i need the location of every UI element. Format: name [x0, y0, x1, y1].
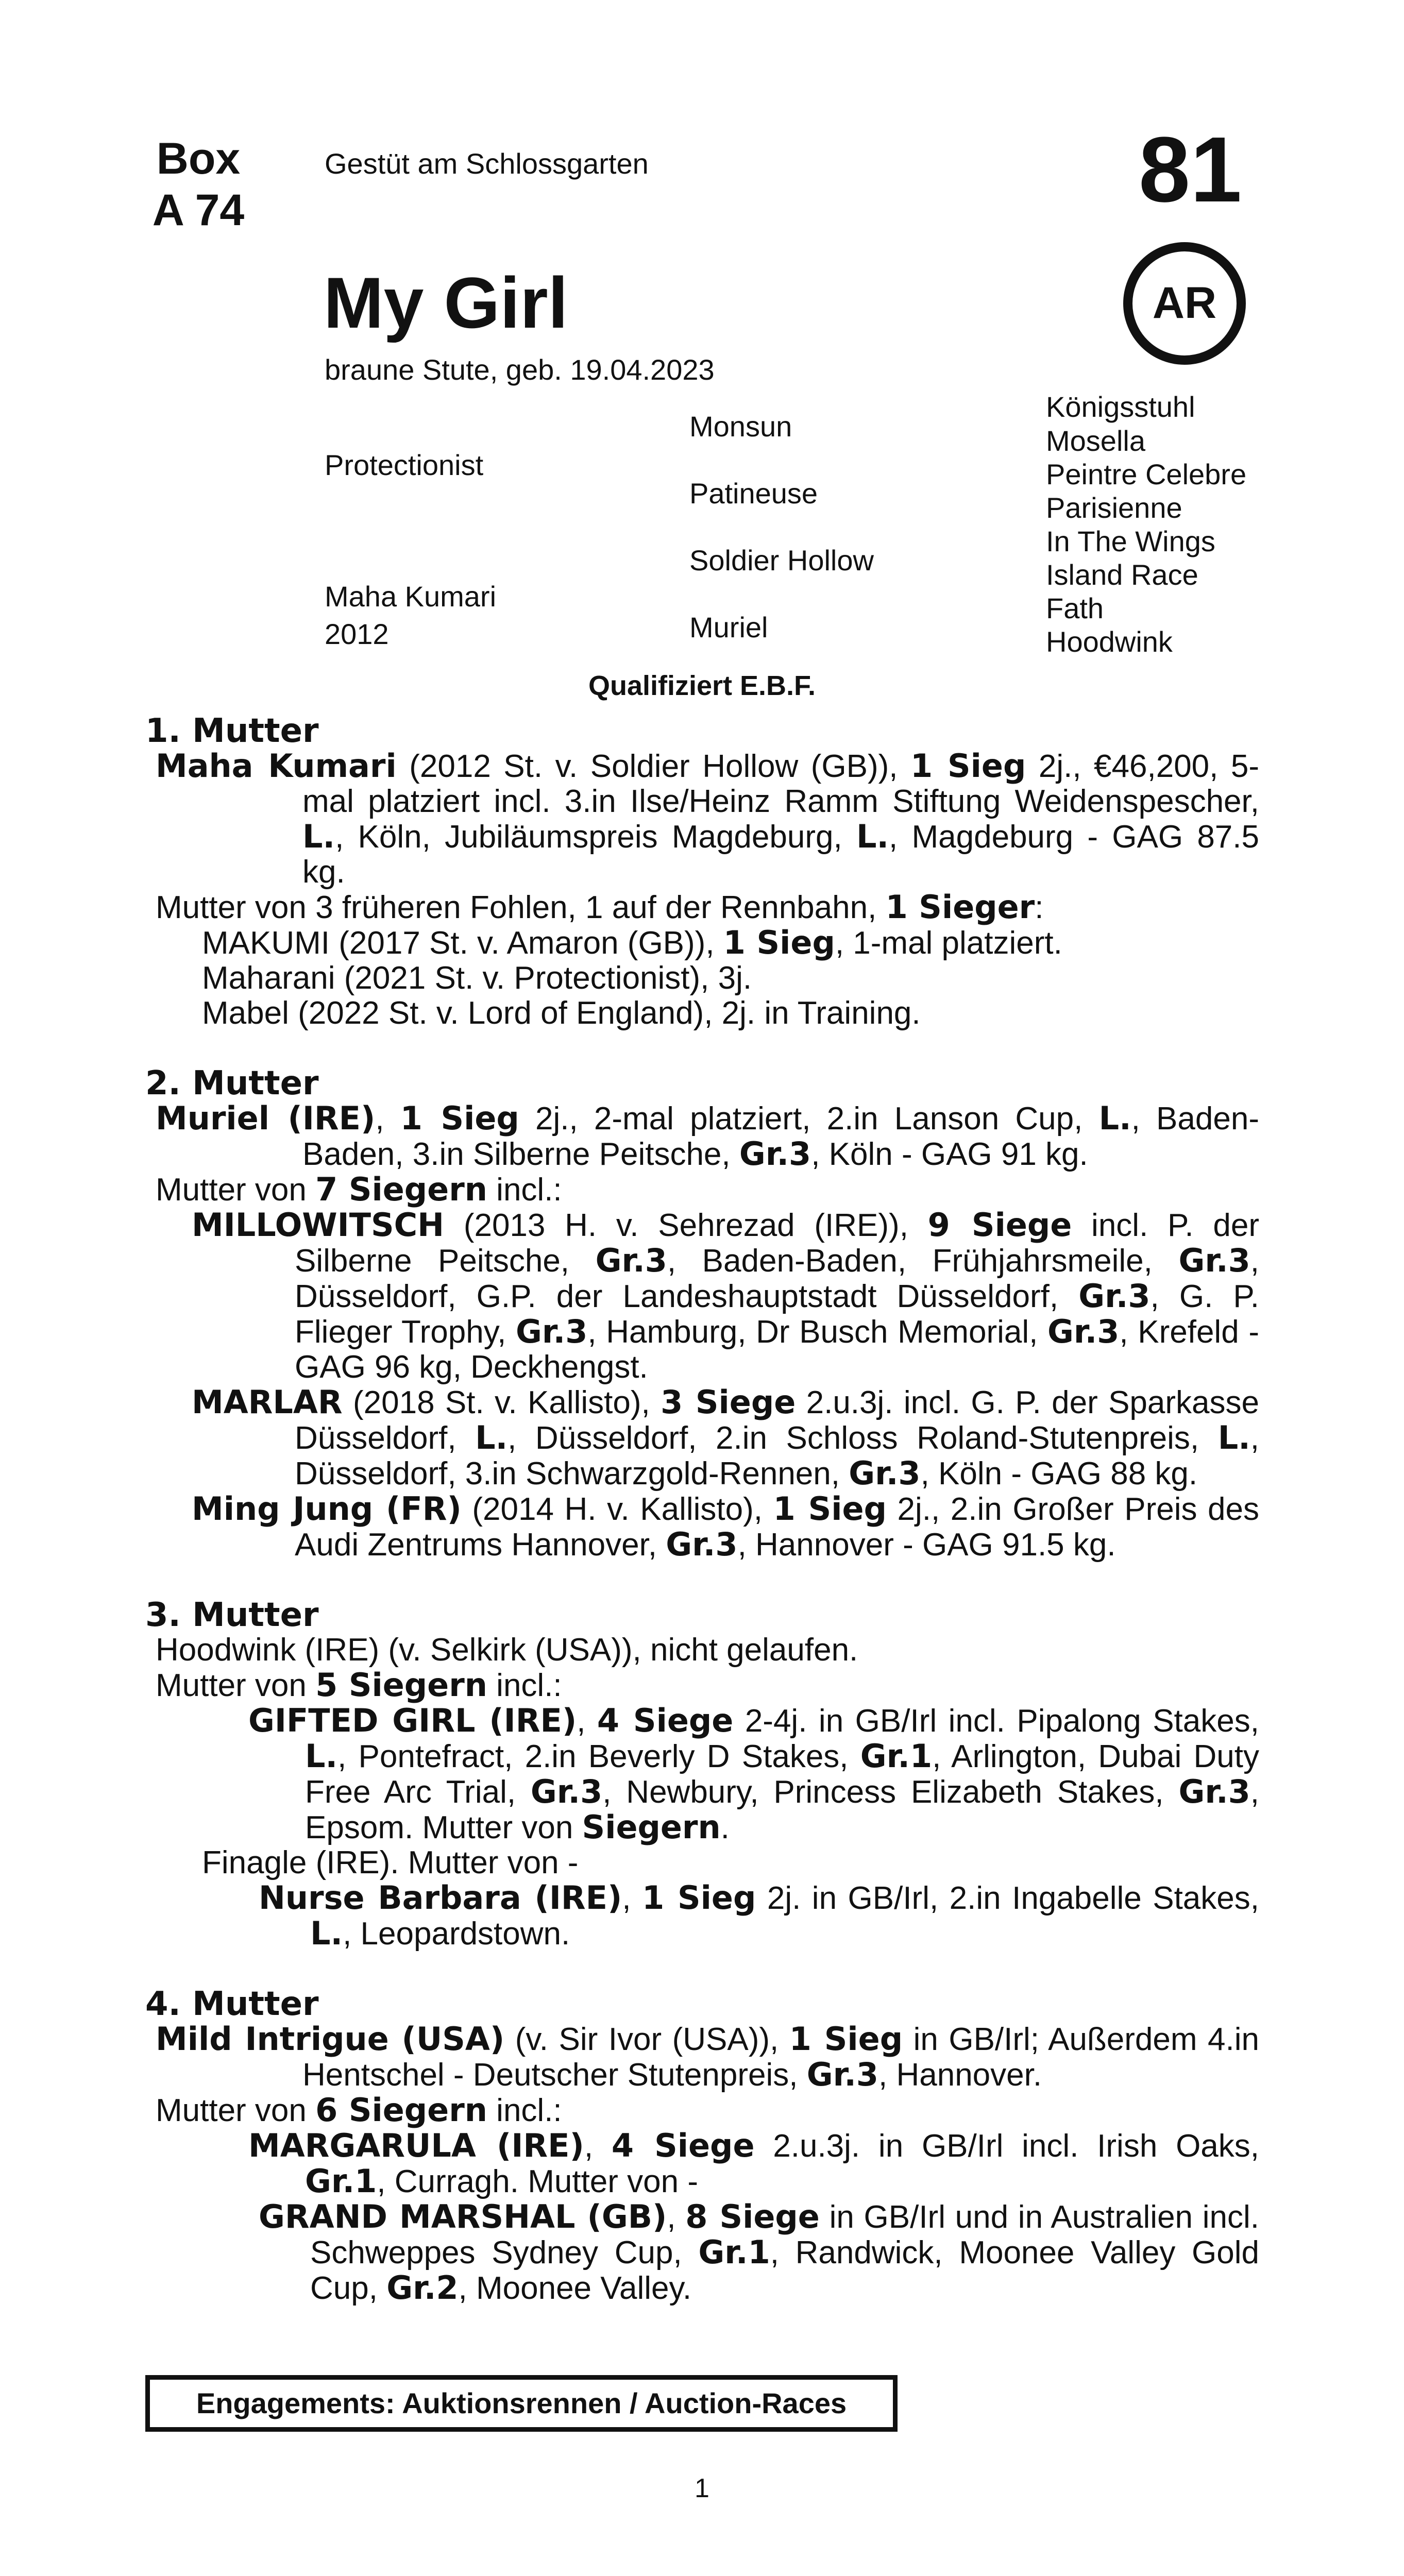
pedigree-grandparent: Soldier Hollow	[689, 544, 874, 577]
pedigree-dam-year: 2012	[325, 618, 389, 650]
dam-entry: Maha Kumari (2012 St. v. Soldier Hollow (GB)), 1 Sieg 2j., €46,200, 5-mal platziert incl. 3.in Ilse/Heinz Ramm Stiftung Weidenspescher, L., Köln, Jubiläumspreis Magdeburg, L., Magdeburg - GAG 87.5 kg.	[156, 747, 1260, 890]
family-content	[145, 714, 1259, 2306]
pedigree-dam: Maha Kumari	[325, 580, 497, 613]
pedigree-grandparent: Muriel	[689, 611, 768, 643]
produce-summary: Mutter von 7 Siegern incl.:	[156, 1171, 562, 1208]
produce-entry: MARLAR (2018 St. v. Kallisto), 3 Siege 2.u.3j. incl. G. P. der Sparkasse Düsseldorf, L., Düsseldorf, 2.in Schloss Roland-Stutenpreis, L., Düsseldorf, 3.in Schwarzgold-Rennen, Gr.3, Köln - GAG 88 kg.	[192, 1383, 1259, 1492]
produce-entry: Nurse Barbara (IRE), 1 Sieg 2j. in GB/Irl, 2.in Ingabelle Stakes, L., Leopardstown.	[259, 1879, 1259, 1952]
dam-entry: Muriel (IRE), 1 Sieg 2j., 2-mal platziert, 2.in Lanson Cup, L., Baden-Baden, 3.in Silberne Peitsche, Gr.3, Köln - GAG 91 kg.	[156, 1099, 1259, 1173]
pedigree-great-grandparent: Island Race	[1046, 558, 1198, 591]
box-label	[139, 133, 258, 236]
produce-entry: GRAND MARSHAL (GB), 8 Siege in GB/Irl und in Australien incl. Schweppes Sydney Cup, Gr.1, Randwick, Moonee Valley Gold Cup, Gr.2, Moonee Valley.	[259, 2198, 1259, 2307]
dam-entry: Hoodwink (IRE) (v. Selkirk (USA)), nicht gelaufen.	[156, 1632, 858, 1668]
box-line1: Box	[156, 134, 241, 183]
produce-summary: Mutter von 6 Siegern incl.:	[156, 2091, 562, 2129]
pedigree-great-grandparent: Parisienne	[1046, 492, 1182, 524]
pedigree-great-grandparent: Fath	[1046, 592, 1104, 624]
produce-entry: MARGARULA (IRE), 4 Siege 2.u.3j. in GB/Irl incl. Irish Oaks, Gr.1, Curragh. Mutter von -	[248, 2127, 1260, 2200]
produce-entry: Ming Jung (FR) (2014 H. v. Kallisto), 1 Sieg 2j., 2.in Großer Preis des Audi Zentrums Hannover, Gr.3, Hannover - GAG 91.5 kg.	[192, 1490, 1260, 1563]
produce-summary: Mutter von 3 früheren Fohlen, 1 auf der Rennbahn, 1 Sieger:	[156, 888, 1044, 926]
produce-entry: Maharani (2021 St. v. Protectionist), 3j.	[202, 960, 752, 996]
produce-entry: GIFTED GIRL (IRE), 4 Siege 2-4j. in GB/Irl incl. Pipalong Stakes, L., Pontefract, 2.in Beverly D Stakes, Gr.1, Arlington, Dubai Duty Free Arc Trial, Gr.3, Newbury, Princess Elizabeth Stakes, Gr.3, Epsom. Mutter von Siegern.	[248, 1702, 1259, 1846]
pedigree-great-grandparent: In The Wings	[1046, 525, 1215, 557]
box-line2: A 74	[152, 185, 245, 235]
produce-entry: MAKUMI (2017 St. v. Amaron (GB)), 1 Sieg, 1-mal platziert.	[202, 924, 1062, 961]
pedigree-great-grandparent: Mosella	[1046, 425, 1145, 457]
section-title: 3. Mutter	[145, 1596, 319, 1634]
pedigree-sire: Protectionist	[325, 449, 484, 481]
produce-entry: MILLOWITSCH (2013 H. v. Sehrezad (IRE)), 9 Siege incl. P. der Silberne Peitsche, Gr.3, Baden-Baden, Frühjahrsmeile, Gr.3, Düsseldorf, G.P. der Landeshauptstadt Düsseldorf, Gr.3, G. P. Flieger Trophy, Gr.3, Hamburg, Dr Busch Memorial, Gr.3, Krefeld - GAG 96 kg, Deckhengst.	[192, 1206, 1259, 1385]
horse-name: My Girl	[324, 262, 568, 343]
pedigree-grandparent: Monsun	[689, 410, 792, 443]
pedigree-great-grandparent: Königsstuhl	[1046, 391, 1195, 423]
produce-entry: Mabel (2022 St. v. Lord of England), 2j. in Training.	[202, 995, 921, 1031]
horse-description: braune Stute, geb. 19.04.2023	[325, 353, 715, 386]
lot-number: 81	[1139, 118, 1242, 222]
pedigree-great-grandparent: Peintre Celebre	[1046, 458, 1247, 490]
stud-name: Gestüt am Schlossgarten	[325, 147, 649, 180]
qualification: Qualifiziert E.B.F.	[588, 670, 816, 701]
dam-entry: Mild Intrigue (USA) (v. Sir Ivor (USA)), 1 Sieg in GB/Irl; Außerdem 4.in Hentschel - Deutscher Stutenpreis, Gr.3, Hannover.	[156, 2020, 1260, 2093]
pedigree-great-grandparent: Hoodwink	[1046, 625, 1173, 658]
page-number: 1	[695, 2473, 709, 2503]
ar-badge: AR	[1123, 242, 1246, 365]
pedigree-grandparent: Patineuse	[689, 477, 818, 510]
section-title: 1. Mutter	[145, 712, 319, 750]
produce-summary: Mutter von 5 Siegern incl.:	[156, 1666, 562, 1704]
engagements-box: Engagements: Auktionsrennen / Auction-Races	[145, 2375, 898, 2432]
section-title: 4. Mutter	[145, 1985, 319, 2023]
section-title: 2. Mutter	[145, 1064, 319, 1103]
produce-entry: Finagle (IRE). Mutter von -	[202, 1845, 579, 1880]
